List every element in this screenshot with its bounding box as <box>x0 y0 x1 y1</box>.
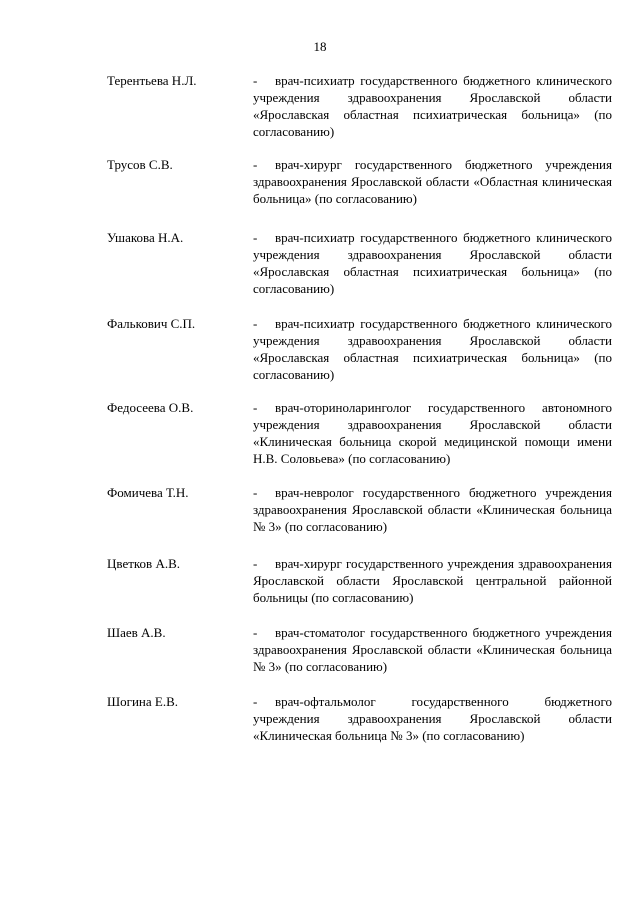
member-name: Трусов С.В. <box>107 157 173 172</box>
page-number: 18 <box>313 39 327 54</box>
dash: - <box>253 485 258 500</box>
member-position: врач-психиатр государственного бюджетного клинического учреждения здравоохранения Ярославской области «Ярославская областная психиатрическая больница» (по согласованию) <box>253 230 612 296</box>
member-name: Цветков А.В. <box>107 556 181 571</box>
member-name: Шаев А.В. <box>107 625 166 640</box>
list-item <box>0 72 640 156</box>
dash: - <box>253 625 258 640</box>
list-item <box>0 624 640 693</box>
member-name: Фалькович С.П. <box>107 316 196 331</box>
list-item <box>0 484 640 555</box>
dash: - <box>253 694 258 709</box>
member-position: врач-психиатр государственного бюджетного клинического учреждения здравоохранения Ярославской области «Ярославская областная психиатрическая больница» (по согласованию) <box>253 316 612 382</box>
member-position: врач-невролог государственного бюджетного учреждения здравоохранения Ярославской области «Клиническая больница № 3» (по согласованию) <box>253 485 612 534</box>
list-item <box>0 399 640 484</box>
member-description <box>253 693 612 744</box>
list-item <box>0 315 640 399</box>
member-description <box>253 624 612 675</box>
member-description <box>253 399 612 467</box>
list-item <box>0 156 640 229</box>
list-item <box>0 555 640 624</box>
dash: - <box>253 73 258 88</box>
list-item <box>0 693 640 753</box>
dash: - <box>253 316 258 331</box>
member-description <box>253 156 612 207</box>
dash: - <box>253 157 258 172</box>
member-position: врач-стоматолог государственного бюджетного учреждения здравоохранения Ярославской области «Клиническая больница № 3» (по согласованию) <box>253 625 612 674</box>
member-name: Шогина Е.В. <box>107 694 178 709</box>
member-position: врач-офтальмолог государственного бюджетного учреждения здравоохранения Ярославской области «Клиническая больница № 3» (по согласованию) <box>253 694 612 743</box>
dash: - <box>253 400 258 415</box>
member-description <box>253 315 612 383</box>
member-position: врач-хирург государственного учреждения здравоохранения Ярославской области Ярославской центральной районной больницы (по согласованию) <box>253 556 612 605</box>
member-description <box>253 555 612 606</box>
list-item <box>0 229 640 315</box>
member-name: Ушакова Н.А. <box>107 230 184 245</box>
member-description <box>253 72 612 140</box>
member-name: Терентьева Н.Л. <box>107 73 197 88</box>
member-position: врач-психиатр государственного бюджетного клинического учреждения здравоохранения Ярославской области «Ярославская областная психиатрическая больница» (по согласованию) <box>253 73 612 139</box>
member-name: Федосеева О.В. <box>107 400 194 415</box>
member-description <box>253 229 612 297</box>
dash: - <box>253 230 258 245</box>
member-description <box>253 484 612 535</box>
dash: - <box>253 556 258 571</box>
member-position: врач-оториноларинголог государственного автономного учреждения здравоохранения Ярославской области «Клиническая больница скорой медицинской помощи имени Н.В. Соловьева» (по согласованию) <box>253 400 612 466</box>
member-name: Фомичева Т.Н. <box>107 485 189 500</box>
member-position: врач-хирург государственного бюджетного учреждения здравоохранения Ярославской области «Областная клиническая больница» (по согласованию) <box>253 157 612 206</box>
member-list <box>0 72 640 753</box>
